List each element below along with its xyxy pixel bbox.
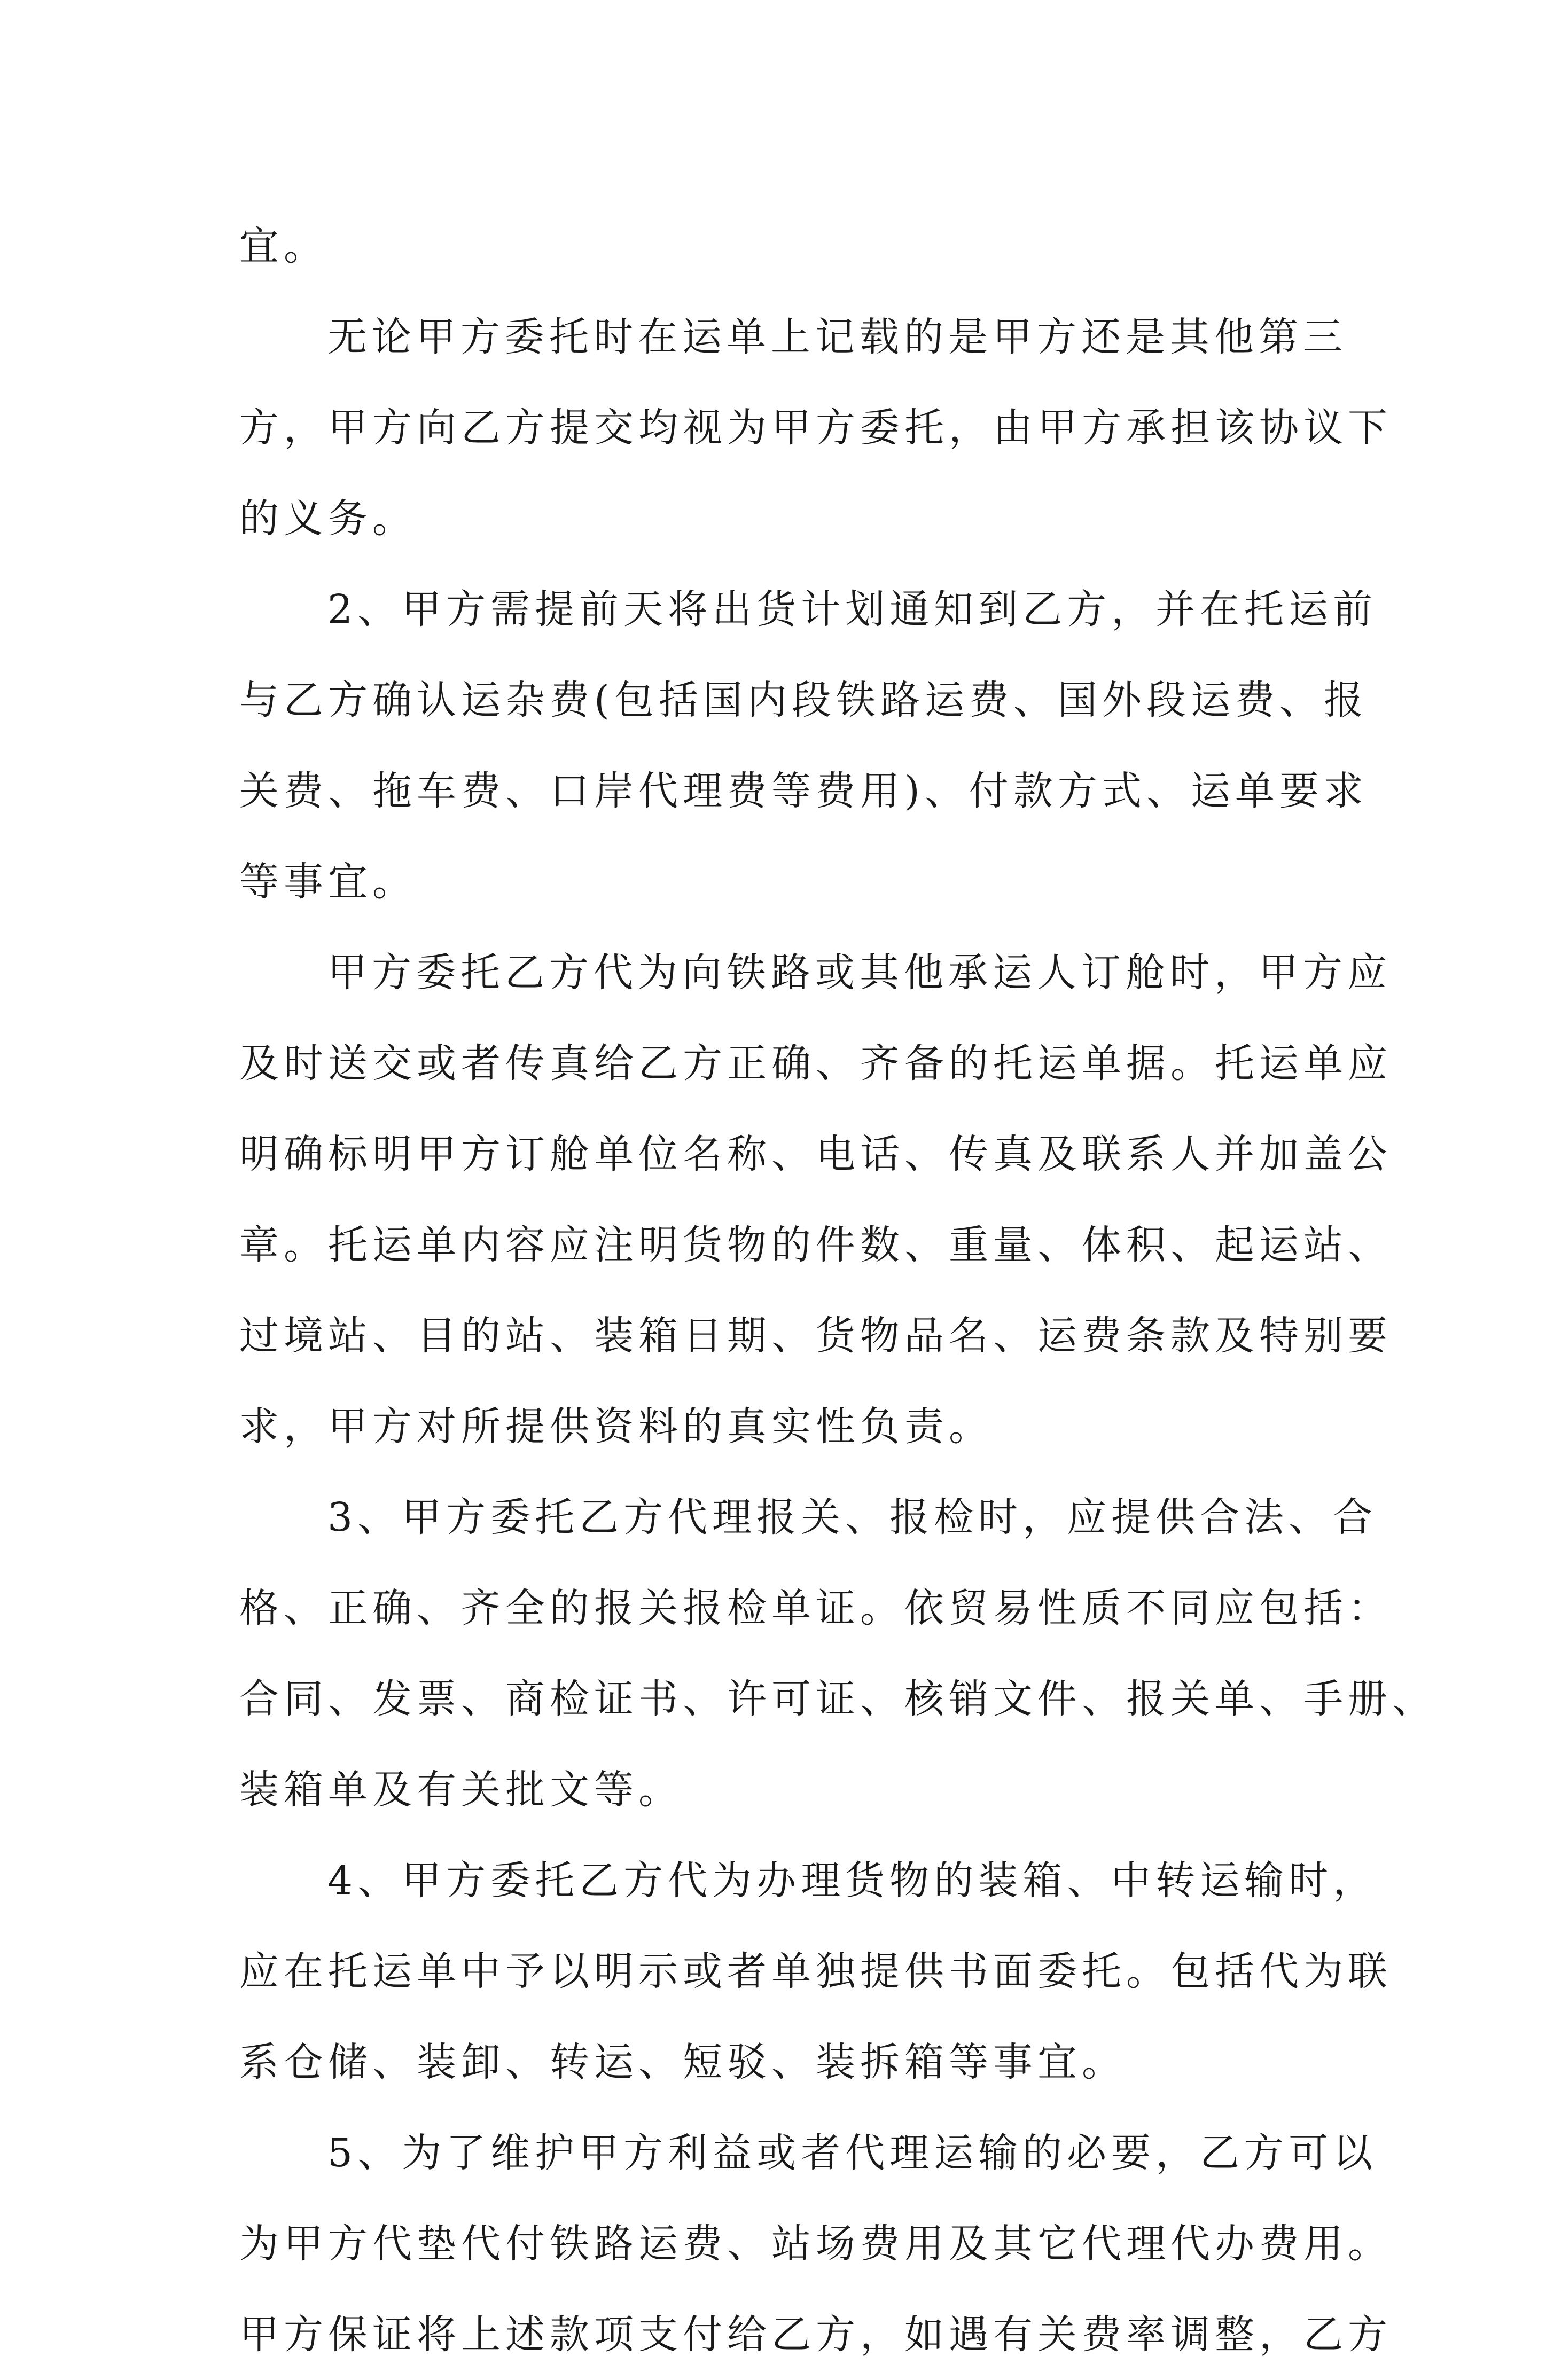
- paragraph: [239, 927, 1392, 1472]
- text-line: 合同、发票、商检证书、许可证、核销文件、报关单、手册、: [239, 1676, 1436, 1722]
- text-line: 装箱单及有关批文等。: [239, 1767, 683, 1813]
- text-line: 明确标明甲方订舱单位名称、电话、传真及联系人并加盖公: [239, 1131, 1392, 1177]
- text-line: 宜。: [239, 223, 328, 269]
- paragraph: [239, 564, 1378, 927]
- text-line: 方，甲方向乙方提交均视为甲方委托，由甲方承担该协议下: [239, 405, 1392, 451]
- text-line: 的义务。: [239, 496, 417, 542]
- text-line: 为甲方代垫代付铁路运费、站场费用及其它代理代办费用。: [239, 2221, 1392, 2267]
- paragraph: [239, 1835, 1392, 2108]
- text-line: 无论甲方委托时在运单上记载的是甲方还是其他第三: [327, 314, 1347, 360]
- paragraph: [239, 1472, 1436, 1835]
- text-line: 5、为了维护甲方利益或者代理运输的必要，乙方可以: [327, 2130, 1378, 2176]
- text-line: 格、正确、齐全的报关报检单证。依贸易性质不同应包括：: [239, 1585, 1392, 1631]
- text-line: 关费、拖车费、口岸代理费等费用)、付款方式、运单要求: [239, 768, 1368, 814]
- paragraph: [239, 292, 1392, 564]
- text-line: 应在托运单中予以明示或者单独提供书面委托。包括代为联: [239, 1948, 1392, 1994]
- text-line: 求，甲方对所提供资料的真实性负责。: [239, 1404, 993, 1450]
- text-line: 2、甲方需提前天将出货计划通知到乙方，并在托运前: [327, 586, 1378, 632]
- text-line: 系仓储、装卸、转运、短驳、装拆箱等事宜。: [239, 2039, 1126, 2085]
- text-line: 章。托运单内容应注明货物的件数、重量、体积、起运站、: [239, 1222, 1392, 1268]
- document-body: [239, 201, 1436, 2380]
- text-line: 与乙方确认运杂费(包括国内段铁路运费、国外段运费、报: [239, 677, 1368, 723]
- text-line: 甲方委托乙方代为向铁路或其他承运人订舱时，甲方应: [327, 950, 1392, 996]
- text-line: 等事宜。: [239, 859, 417, 905]
- text-line: 过境站、目的站、装箱日期、货物品名、运费条款及特别要: [239, 1313, 1392, 1359]
- text-line: 3、甲方委托乙方代理报关、报检时，应提供合法、合: [327, 1494, 1378, 1540]
- text-line: 及时送交或者传真给乙方正确、齐备的托运单据。托运单应: [239, 1040, 1392, 1086]
- paragraph: [239, 201, 1340, 292]
- text-line: 4、甲方委托乙方代为办理货物的装箱、中转运输时，: [327, 1858, 1378, 1904]
- text-line: 甲方保证将上述款项支付给乙方，如遇有关费率调整，乙方: [239, 2312, 1392, 2358]
- paragraph: [239, 2108, 1392, 2380]
